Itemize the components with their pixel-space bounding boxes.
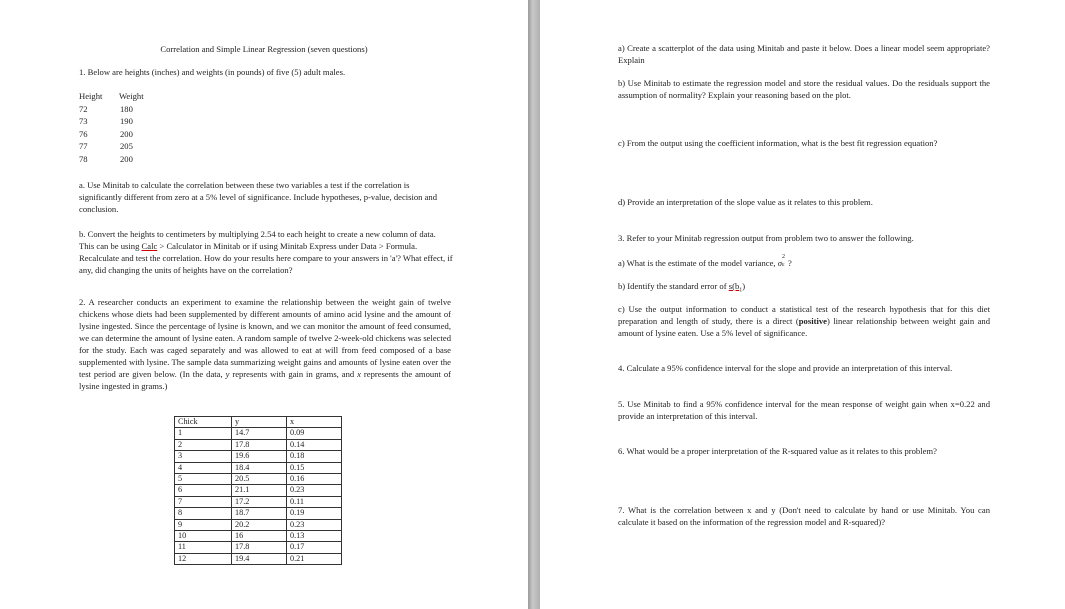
- table-row: [175, 428, 342, 439]
- question-6: 6. What would be a proper interpretation of the R-squared value as it relates to this problem?: [618, 446, 937, 456]
- y-variable: y: [225, 369, 230, 379]
- table-row: [175, 519, 342, 530]
- page-gutter: [528, 0, 540, 609]
- weight-header: Weight: [119, 91, 144, 101]
- question-2-text-end: represents the amount of lysine ingested in grams.): [79, 369, 451, 391]
- chick-id-cell: 9: [175, 519, 232, 530]
- table-row: [175, 473, 342, 484]
- table-row: [175, 496, 342, 507]
- x-value-cell: 0.14: [287, 439, 342, 450]
- question-3c: [618, 303, 990, 339]
- question-2b: b) Use Minitab to estimate the regression model and store the residual values. Do the residuals support the assumption of normality? Explain your reasoning based on the plot.: [618, 78, 990, 100]
- y-value-cell: 20.2: [232, 519, 287, 530]
- table-row: [175, 439, 342, 450]
- question-3c-text-cont: ) linear relationship between weight gain and amount of lysine eaten. Use a 5% level of significance.: [618, 316, 990, 338]
- calc-menu-text: Calc: [141, 241, 158, 251]
- question-2d: d) Provide an interpretation of the slope value as it relates to this problem.: [618, 197, 873, 207]
- y-value-cell: 18.7: [232, 508, 287, 519]
- right-page: [540, 0, 1065, 609]
- question-3a-end: ?: [787, 258, 792, 268]
- x-value-cell: 0.17: [287, 542, 342, 553]
- table-row: [175, 451, 342, 462]
- height-header: Height: [79, 91, 103, 101]
- y-value-cell: 19.6: [232, 451, 287, 462]
- question-7: 7. What is the correlation between x and y (Don't need to calculate by hand or use Minitab. You can calculate it based on the information of the regression model and R-squared)?: [618, 505, 990, 527]
- positive-emphasis: positive: [798, 316, 827, 326]
- chick-id-cell: 4: [175, 462, 232, 473]
- weight-value: 180: [120, 103, 133, 114]
- y-value-cell: 17.8: [232, 439, 287, 450]
- header-x: x: [287, 417, 342, 428]
- question-4: 4. Calculate a 95% confidence interval for the slope and provide an interpretation of this interval.: [618, 363, 953, 373]
- header-chick: Chick: [175, 417, 232, 428]
- question-3a: [618, 256, 990, 269]
- question-3a-text: a) What is the estimate of the model variance,: [618, 258, 778, 268]
- weight-column: [119, 90, 144, 165]
- table-row: [175, 553, 342, 564]
- chick-table-body: [175, 417, 342, 565]
- chick-id-cell: 1: [175, 428, 232, 439]
- chick-id-cell: 5: [175, 473, 232, 484]
- x-value-cell: 0.15: [287, 462, 342, 473]
- table-row: [175, 508, 342, 519]
- question-3c-text: c) Use the output information to conduct a statistical test of the research hypothesis that for this diet preparation and length of study, there is a direct (: [618, 304, 990, 326]
- table-row: [175, 542, 342, 553]
- chick-id-cell: 7: [175, 496, 232, 507]
- question-2: [79, 296, 451, 392]
- chick-data-table: [174, 416, 342, 565]
- question-2-text: 2. A researcher conducts an experiment to examine the relationship between the weight gain of twelve chickens whose diets had been supplemented by different amounts of amino acid lysine and the amount of lysine ingested. Since the percentage of lysine is known, and we can monitor the amount of feed consumed, we can determine the amount of lysine eaten. A random sample of twelve 2-week-old chickens was selected for the study. Each was caged separately and was allowed to eat at will from feed composed of a base supplemented with lysine. The sample data summarizing weight gains and amounts of lysine eaten over the test period are given below. (In the data,: [79, 297, 451, 379]
- x-value-cell: 0.23: [287, 519, 342, 530]
- chick-id-cell: 11: [175, 542, 232, 553]
- x-value-cell: 0.11: [287, 496, 342, 507]
- weight-value: 190: [120, 116, 133, 126]
- x-value-cell: 0.21: [287, 553, 342, 564]
- question-3b-text: b) Identify the standard error of: [618, 281, 729, 291]
- weight-value: 205: [120, 141, 133, 151]
- weight-value: 200: [120, 153, 133, 164]
- y-value-cell: 17.2: [232, 496, 287, 507]
- sigma-symbol: σ: [777, 258, 782, 268]
- y-value-cell: 16: [232, 530, 287, 541]
- question-1b-text-cont: > Calculator in Minitab or if using Minitab Express under Data > Formula. Recalculate and test the correlation. How do your results here compare to your answers in 'a'? What effect, if any, did changing the units of heights have on the correlation?: [79, 241, 453, 275]
- question-2c: c) From the output using the coefficient information, what is the best fit regression equation?: [618, 138, 938, 148]
- y-value-cell: 19.4: [232, 553, 287, 564]
- chick-id-cell: 3: [175, 451, 232, 462]
- chick-id-cell: 10: [175, 530, 232, 541]
- x-value-cell: 0.09: [287, 428, 342, 439]
- se-symbol: s: [728, 281, 733, 291]
- y-value-cell: 17.8: [232, 542, 287, 553]
- x-value-cell: 0.16: [287, 473, 342, 484]
- height-column: [79, 90, 102, 165]
- y-value-cell: 21.1: [232, 485, 287, 496]
- y-value-cell: 18.4: [232, 462, 287, 473]
- x-variable: x: [357, 369, 361, 379]
- height-value: 78: [79, 153, 88, 164]
- x-value-cell: 0.13: [287, 530, 342, 541]
- weight-value: 200: [120, 128, 133, 139]
- se-b-text: (b: [732, 281, 740, 291]
- question-2-text-cont: represents with gain in grams, and: [229, 369, 358, 379]
- chick-id-cell: 6: [175, 485, 232, 496]
- table-row: [175, 485, 342, 496]
- sigma-subscript: ε: [781, 262, 785, 268]
- question-1-intro: 1. Below are heights (inches) and weights (in pounds) of five (5) adult males.: [79, 67, 346, 77]
- question-3: 3. Refer to your Minitab regression output from problem two to answer the following.: [618, 233, 914, 243]
- question-5: 5. Use Minitab to find a 95% confidence interval for the mean response of weight gain when x=0.22 and provide an interpretation of this interval.: [618, 399, 990, 421]
- height-value: 77: [79, 141, 88, 151]
- page-title: Correlation and Simple Linear Regression (seven questions): [160, 44, 368, 54]
- table-header-row: [175, 417, 342, 428]
- height-value: 72: [79, 103, 88, 114]
- left-page: [0, 0, 528, 609]
- height-value: 76: [79, 128, 88, 139]
- x-value-cell: 0.19: [287, 508, 342, 519]
- chick-id-cell: 2: [175, 439, 232, 450]
- table-row: [175, 462, 342, 473]
- table-row: [175, 530, 342, 541]
- b-subscript: 1: [739, 287, 743, 294]
- question-1b-text: b. Convert the heights to centimeters by multiplying 2.54 to each height to create a new column of data. This can be using: [79, 229, 436, 251]
- height-value: 73: [79, 116, 88, 126]
- x-value-cell: 0.18: [287, 451, 342, 462]
- x-value-cell: 0.23: [287, 485, 342, 496]
- header-y: y: [232, 417, 287, 428]
- se-close-paren: ): [742, 281, 746, 291]
- question-1a: a. Use Minitab to calculate the correlation between these two variables a test if the correlation is significantly different from zero at a 5% level of significance. Include hypotheses, p-value, decision and conclusion.: [79, 180, 438, 214]
- y-value-cell: 14.7: [232, 428, 287, 439]
- y-value-cell: 20.5: [232, 473, 287, 484]
- question-3b: [618, 280, 990, 297]
- question-2a: a) Create a scatterplot of the data using Minitab and paste it below. Does a linear model seem appropriate? Explain: [618, 43, 990, 65]
- chick-id-cell: 12: [175, 553, 232, 564]
- sigma-superscript: 2: [781, 254, 785, 260]
- question-1b: [79, 228, 453, 276]
- chick-id-cell: 8: [175, 508, 232, 519]
